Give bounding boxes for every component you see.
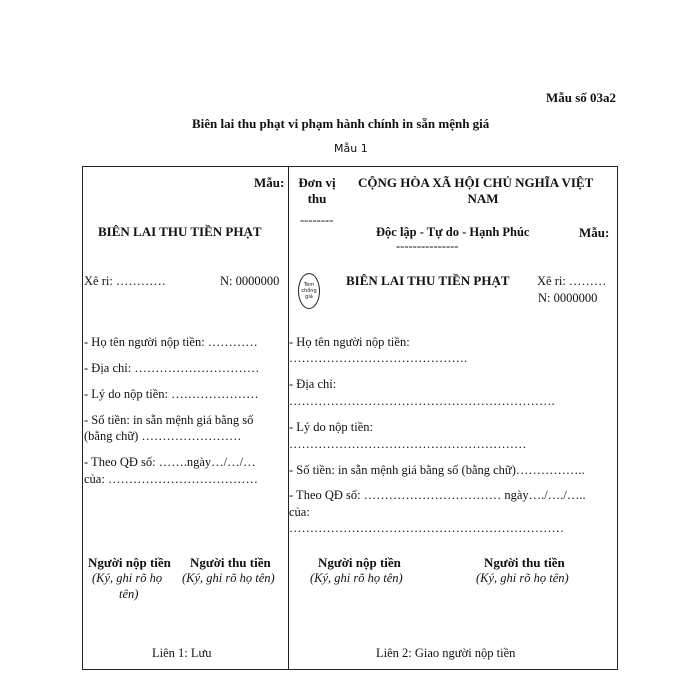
right-collector-sign-title: Người thu tiền <box>484 555 565 570</box>
left-reason: - Lý do nộp tiền: ………………… <box>84 387 259 401</box>
left-decision-line1: - Theo QĐ số: …….ngày…/…/… <box>84 455 256 469</box>
left-receipt-title: BIÊN LAI THU TIỀN PHẠT <box>98 224 262 239</box>
right-national-title-2: NAM <box>467 191 499 206</box>
right-payer-name-dots: ……………………………………. <box>289 351 468 365</box>
left-decision-line2: của: ……………………………… <box>84 472 258 486</box>
right-address-dots: ………………………………………………………. <box>289 394 555 408</box>
right-decision-line2: của: <box>289 505 310 519</box>
form-number: Mẫu số 03a2 <box>546 90 617 105</box>
left-collector-sign-note: (Ký, ghi rõ họ tên) <box>182 571 275 585</box>
right-national-title-1: CỘNG HÒA XÃ HỘI CHỦ NGHĨA VIỆT <box>358 175 594 190</box>
right-decision-dots: ………………………………………………………… <box>289 521 564 535</box>
right-payer-sign-note: (Ký, ghi rõ họ tên) <box>310 571 403 585</box>
left-address: - Địa chỉ: ………………………… <box>84 361 260 375</box>
anti-counterfeit-stamp <box>298 273 320 309</box>
left-serial: Xê ri: ………… <box>84 274 166 288</box>
right-unit-line2: thu <box>307 191 327 206</box>
right-reason-dots: ………………………………………………… <box>289 437 527 451</box>
receipt-divider <box>288 166 289 670</box>
left-mau-label: Mẫu: <box>254 175 285 190</box>
right-serial: Xê ri: ……… <box>537 274 607 288</box>
right-address-label: - Địa chỉ: <box>289 377 337 391</box>
left-payer-name: - Họ tên người nộp tiền: ………… <box>84 335 258 349</box>
right-reason-label: - Lý do nộp tiền: <box>289 420 374 434</box>
left-payer-sign-title: Người nộp tiền <box>88 555 171 570</box>
right-payer-sign-title: Người nộp tiền <box>318 555 401 570</box>
left-collector-sign-title: Người thu tiền <box>190 555 271 570</box>
left-payer-sign-note-2: tên) <box>119 587 139 601</box>
left-amount-line2: (bằng chữ) …………………… <box>84 429 242 443</box>
left-amount-line1: - Số tiền: in sẵn mệnh giá bằng số <box>84 413 254 427</box>
form-subtitle: Mẫu 1 <box>334 142 368 155</box>
right-unit-dash: -------- <box>300 213 334 227</box>
right-collector-sign-note: (Ký, ghi rõ họ tên) <box>476 571 569 585</box>
right-payer-name-label: - Họ tên người nộp tiền: <box>289 335 410 349</box>
form-title: Biên lai thu phạt vi phạm hành chính in sẵn mệnh giá <box>192 116 490 131</box>
right-motto: Độc lập - Tự do - Hạnh Phúc <box>376 225 530 239</box>
right-receipt-title: BIÊN LAI THU TIỀN PHẠT <box>346 273 510 288</box>
stamp-text: Tem chống giả <box>301 282 317 300</box>
right-motto-dash: --------------- <box>396 239 459 253</box>
right-decision-line1: - Theo QĐ số: …………………………… ngày…./…./….. <box>289 488 586 502</box>
right-mau-label: Mẫu: <box>579 225 610 240</box>
left-copy-label: Liên 1: Lưu <box>152 646 212 660</box>
right-amount: - Số tiền: in sẵn mệnh giá bằng số (bằng chữ)…………….. <box>289 463 585 477</box>
right-unit-line1: Đơn vị <box>298 175 336 190</box>
right-number: N: 0000000 <box>538 291 598 305</box>
right-copy-label: Liên 2: Giao người nộp tiền <box>376 646 516 660</box>
left-number: N: 0000000 <box>220 274 280 288</box>
left-payer-sign-note-1: (Ký, ghi rõ họ <box>92 571 163 585</box>
